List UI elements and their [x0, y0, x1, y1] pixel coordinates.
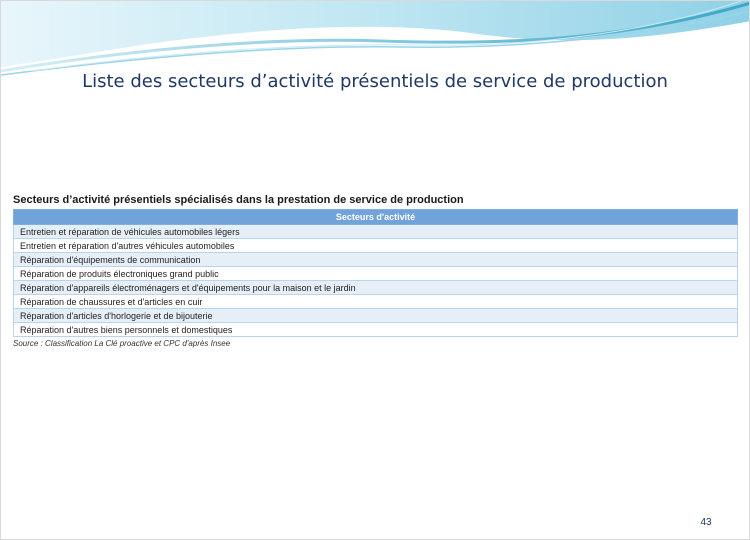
table-row [14, 281, 738, 295]
table-header-cell: Secteurs d'activité [14, 210, 738, 225]
table-cell: Réparation d'équipements de communication [14, 253, 738, 267]
table-cell: Réparation d'articles d'horlogerie et de bijouterie [14, 309, 738, 323]
table-cell: Entretien et réparation d'autres véhicules automobiles [14, 239, 738, 253]
table-cell: Réparation de produits électroniques grand public [14, 267, 738, 281]
table-cell: Réparation d'appareils électroménagers et d'équipements pour la maison et le jardin [14, 281, 738, 295]
sector-table-block [13, 193, 738, 348]
table-title: Secteurs d’activité présentiels spécialisés dans la prestation de service de production [13, 194, 464, 206]
table-row [14, 239, 738, 253]
table-row [14, 253, 738, 267]
table-header-row [14, 210, 738, 225]
table-source-note: Source : Classification La Clé proactive et CPC d'après Insee [13, 339, 231, 348]
table-cell: Entretien et réparation de véhicules automobiles légers [14, 225, 738, 239]
sector-table [13, 209, 738, 337]
table-row [14, 295, 738, 309]
table-row [14, 225, 738, 239]
slide-title: Liste des secteurs d’activité présentiels de service de production [82, 71, 668, 92]
table-row [14, 309, 738, 323]
table-cell: Réparation de chaussures et d'articles en cuir [14, 295, 738, 309]
table-row [14, 323, 738, 337]
page-number: 43 [700, 517, 712, 528]
table-row [14, 267, 738, 281]
table-cell: Réparation d'autres biens personnels et domestiques [14, 323, 738, 337]
